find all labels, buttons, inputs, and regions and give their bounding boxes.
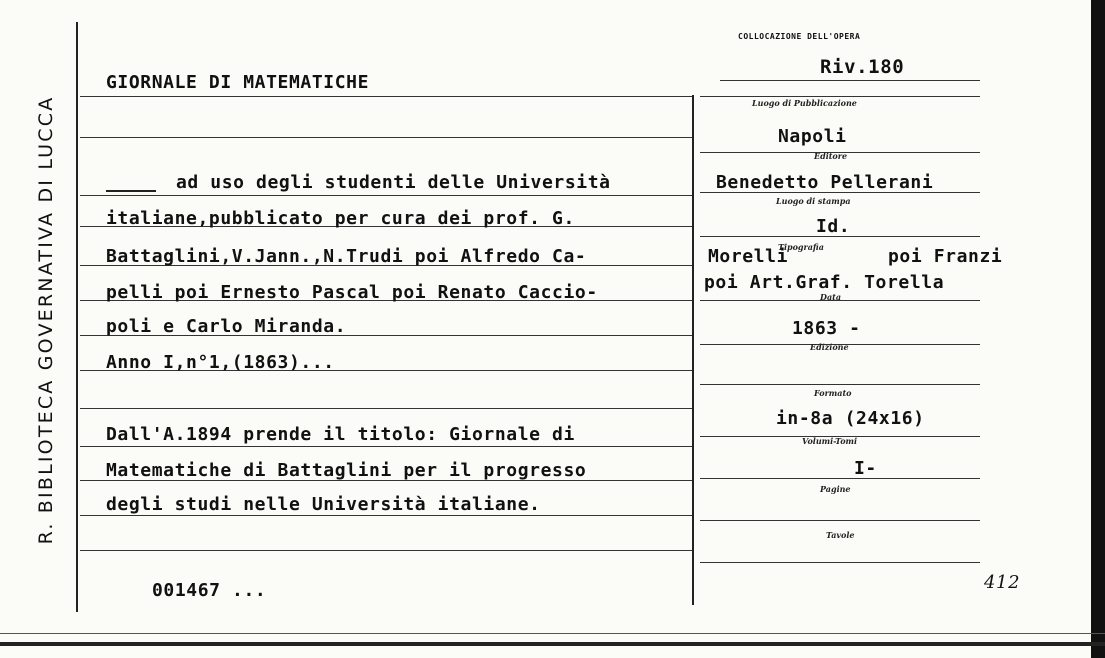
scan-edge-bottom-thin bbox=[0, 633, 1105, 634]
print-place-label: Luogo di stampa bbox=[776, 196, 851, 206]
printer-value-1: Morelli bbox=[708, 246, 789, 267]
left-margin-rule bbox=[76, 22, 78, 612]
place-label: Luogo di Pubblicazione bbox=[752, 98, 857, 108]
volumes-label: Volumi-Tomi bbox=[802, 436, 858, 446]
scan-edge-right bbox=[1091, 0, 1105, 658]
rule-1 bbox=[80, 96, 692, 97]
body-line-2: italiane,pubblicato per cura dei prof. G. bbox=[106, 208, 575, 229]
body-line-3: Battaglini,V.Jann.,N.Trudi poi Alfredo Ca- bbox=[106, 246, 587, 267]
volumes-value: I- bbox=[854, 458, 877, 479]
rule-13 bbox=[80, 550, 692, 551]
scan-edge-bottom bbox=[0, 642, 1105, 646]
rule-10 bbox=[80, 446, 692, 447]
edition-label: Edizione bbox=[810, 342, 849, 352]
library-side-label bbox=[26, 20, 66, 620]
body-line-5: poli e Carlo Miranda. bbox=[106, 316, 347, 337]
printer-label: Tipografia bbox=[778, 242, 824, 252]
print-place-value: Id. bbox=[816, 216, 851, 237]
printer-value-3: poi Art.Graf. Torella bbox=[704, 272, 945, 293]
right-rule-11 bbox=[700, 562, 980, 563]
body-line-6: Anno I,n°1,(1863)... bbox=[106, 352, 335, 373]
publisher-label: Editore bbox=[814, 151, 848, 161]
journal-title: GIORNALE DI MATEMATICHE bbox=[106, 72, 370, 93]
right-rule-1 bbox=[700, 96, 980, 97]
plates-label: Tavole bbox=[826, 530, 855, 540]
publisher-value: Benedetto Pellerani bbox=[716, 172, 934, 193]
collocation-rule bbox=[720, 80, 980, 81]
place-value: Napoli bbox=[778, 126, 847, 147]
collocation-label: COLLOCAZIONE DELL'OPERA bbox=[738, 32, 861, 41]
corner-number: 412 bbox=[984, 572, 1021, 593]
format-label: Formato bbox=[814, 388, 852, 398]
date-label: Data bbox=[820, 292, 841, 302]
collocation-value: Riv.180 bbox=[820, 56, 905, 78]
format-value: in-8a (24x16) bbox=[776, 408, 925, 429]
right-rule-7 bbox=[700, 384, 980, 385]
right-rule-10 bbox=[700, 520, 980, 521]
body-line-1: ad uso degli studenti delle Università bbox=[176, 172, 611, 193]
rule-12 bbox=[80, 515, 692, 516]
right-rule-9 bbox=[700, 478, 980, 479]
body-line-4: pelli poi Ernesto Pascal poi Renato Caccio- bbox=[106, 282, 598, 303]
pages-label: Pagine bbox=[820, 484, 851, 494]
library-name: R. BIBLIOTECA GOVERNATIVA DI LUCCA bbox=[35, 95, 57, 545]
inventory-number: 001467 ... bbox=[152, 580, 267, 601]
rule-9 bbox=[80, 408, 692, 409]
printer-value-2: poi Franzi bbox=[888, 246, 1003, 267]
rule-3 bbox=[80, 195, 692, 196]
note-line-2: Matematiche di Battaglini per il progresso bbox=[106, 460, 587, 481]
date-value: 1863 - bbox=[792, 318, 861, 339]
note-line-1: Dall'A.1894 prende il titolo: Giornale di bbox=[106, 424, 575, 445]
column-divider bbox=[692, 95, 694, 605]
title-repeat-dash bbox=[106, 190, 156, 192]
note-line-3: degli studi nelle Università italiane. bbox=[106, 494, 541, 515]
rule-2 bbox=[80, 137, 692, 138]
